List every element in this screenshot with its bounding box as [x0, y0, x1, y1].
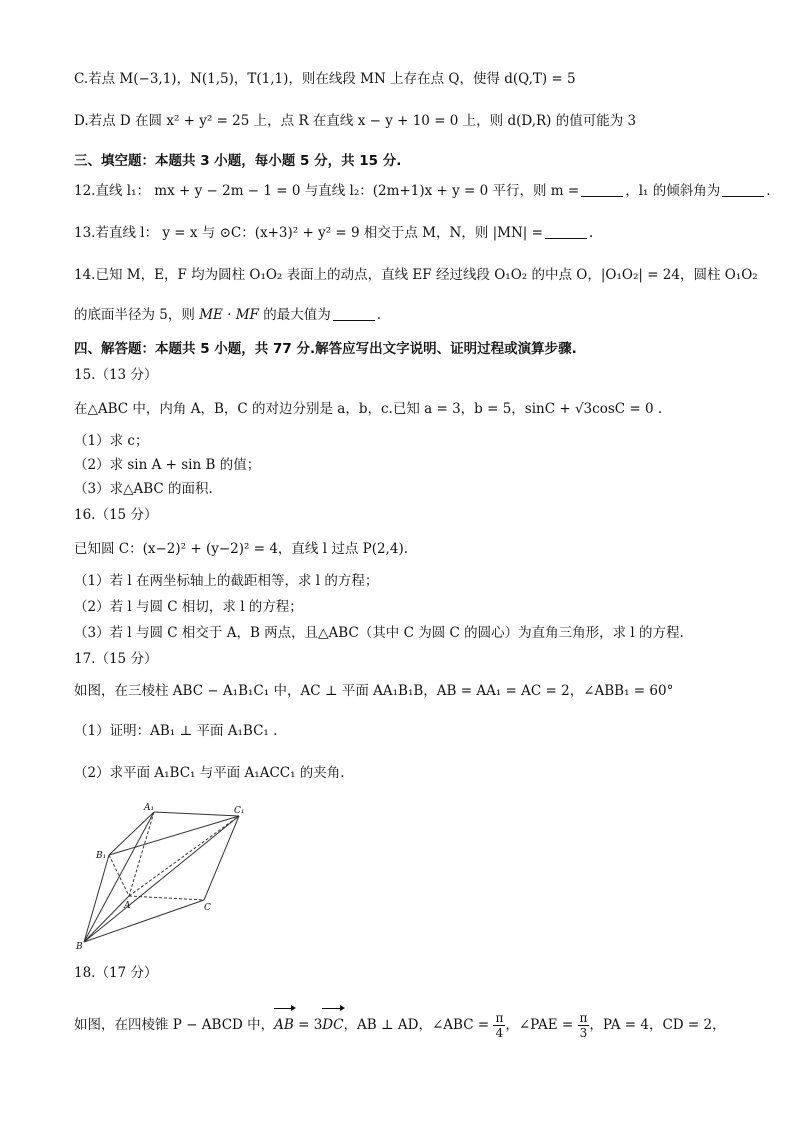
label-c: C	[204, 903, 211, 913]
prism-figure	[74, 800, 264, 950]
q18-vector-ab: AB	[274, 1010, 294, 1040]
q12-blank-2	[722, 182, 764, 197]
q15-part-1: （1）求 c；	[74, 433, 149, 449]
label-a1: A₁	[144, 803, 155, 813]
question-14-line2: 的底面半径为 5，则 ME · MF 的最大值为 .	[74, 307, 382, 323]
q17-part-1: （1）证明：AB₁ ⊥ 平面 A₁BC₁ .	[74, 723, 278, 739]
q17-part-2: （2）求平面 A₁BC₁ 与平面 A₁ACC₁ 的夹角.	[74, 765, 345, 781]
label-b: B	[76, 942, 83, 950]
q15-part-2: （2）求 sin A + sin B 的值；	[74, 457, 261, 473]
question-12: 12.直线 l₁： mx + y − 2m − 1 = 0 与直线 l₂：(2m+1)x + y = 0 平行，则 m = ，l₁ 的倾斜角为 .	[74, 183, 771, 199]
q17-stem: 如图，在三棱柱 ABC − A₁B₁C₁ 中，AC ⊥ 平面 AA₁B₁B，AB = AA₁ = AC = 2，∠ABB₁ = 60°	[74, 683, 674, 699]
q16-stem: 已知圆 C：(x−2)² + (y−2)² = 4，直线 l 过点 P(2,4).	[74, 541, 408, 557]
q16-heading: 16.（15 分）	[74, 507, 158, 523]
q14-text-d: 的最大值为	[258, 307, 331, 323]
q13-text: 13.若直线 l： y = x 与 ⊙C：(x+3)² + y² = 9 相交于点 M，N，则 |MN| =	[74, 225, 543, 241]
section-3-heading: 三、填空题：本题共 3 小题，每小题 5 分，共 15 分.	[74, 153, 402, 169]
q18-text-3: ，AB ⊥ AD，∠ABC =	[343, 1017, 490, 1033]
label-a: A	[124, 901, 131, 911]
q14-text-b: 的底面半径为 5，则	[74, 307, 195, 323]
q16-part-3: （3）若 l 与圆 C 相交于 A，B 两点，且△ABC（其中 C 为圆 C 的圆心）为直角三角形，求 l 的方程.	[74, 625, 684, 641]
q16-part-2: （2）若 l 与圆 C 相切，求 l 的方程；	[74, 599, 303, 615]
q15-part-3: （3）求△ABC 的面积.	[74, 481, 213, 497]
label-c1: C₁	[234, 806, 245, 816]
question-14-line1: 14.已知 M，E，F 均为圆柱 O₁O₂ 表面上的动点，直线 EF 经过线段 O₁O₂ 的中点 O，|O₁O₂| = 24，圆柱 O₁O₂	[74, 267, 758, 283]
q18-text-5: ，PA = 4，CD = 2，	[589, 1017, 726, 1033]
q16-part-1: （1）若 l 在两坐标轴上的截距相等，求 l 的方程；	[74, 573, 379, 589]
q18-frac-pi-3: $\frac{\pi}{3}$	[579, 1011, 588, 1040]
q18-text-2: = 3	[293, 1017, 323, 1033]
q18-heading: 18.（17 分）	[74, 965, 158, 981]
label-b1: B₁	[96, 851, 107, 861]
q17-heading: 17.（15 分）	[74, 651, 158, 667]
q14-blank	[333, 306, 375, 321]
option-c: C.若点 M(−3,1)，N(1,5)，T(1,1)，则在线段 MN 上存在点 Q，使得 d(Q,T) = 5	[74, 71, 576, 87]
q18-vector-dc: DC	[322, 1010, 343, 1040]
q18-text-4: ，∠PAE =	[505, 1017, 574, 1033]
q13-blank	[545, 224, 587, 239]
section-4-heading: 四、解答题：本题共 5 小题，共 77 分.解答应写出文字说明、证明过程或演算步骤.	[74, 341, 577, 357]
q18-frac-pi-4: $\frac{\pi}{4}$	[495, 1011, 504, 1040]
q15-stem: 在△ABC 中，内角 A，B，C 的对边分别是 a，b，c.已知 a = 3，b = 5，sinC + √3cosC = 0 .	[74, 401, 663, 417]
q12-text-b: ，l₁ 的倾斜角为	[625, 183, 721, 199]
question-13: 13.若直线 l： y = x 与 ⊙C：(x+3)² + y² = 9 相交于点 M，N，则 |MN| = .	[74, 225, 594, 241]
q12-blank-1	[581, 182, 623, 197]
q18-text-1: 如图，在四棱锥 P − ABCD 中，	[74, 1017, 275, 1033]
q12-text-a: 12.直线 l₁： mx + y − 2m − 1 = 0 与直线 l₂：(2m+1)x + y = 0 平行，则 m =	[74, 183, 580, 199]
option-d: D.若点 D 在圆 x² + y² = 25 上，点 R 在直线 x − y + 10 = 0 上，则 d(D,R) 的值可能为 3	[74, 113, 637, 129]
q18-stem	[74, 1010, 734, 1040]
q14-vector-expr: ME · MF	[199, 307, 259, 323]
q15-heading: 15.（13 分）	[74, 367, 158, 383]
